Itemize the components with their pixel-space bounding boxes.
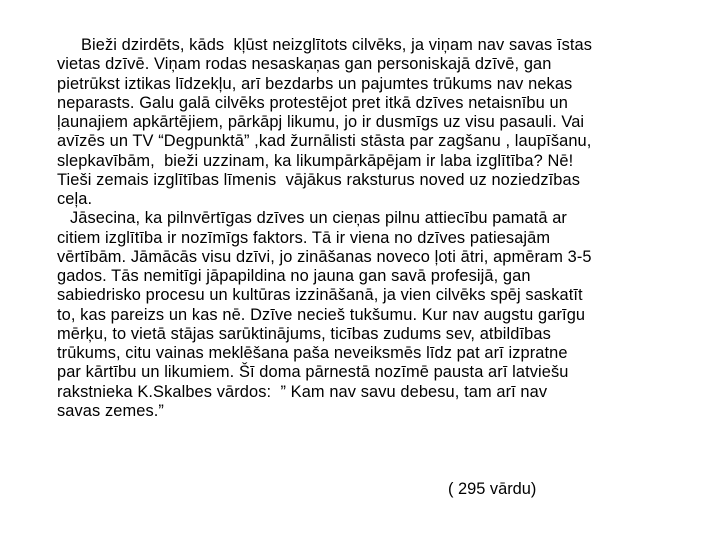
text-line: vietas dzīvē. Viņam rodas nesaskaņas gan personiskajā dzīvē, gan <box>57 55 552 74</box>
text-line: rakstnieka K.Skalbes vārdos: ” Kam nav savu debesu, tam arī nav <box>57 382 548 401</box>
text-line: Bieži dzirdēts, kāds kļūst neizglītots cilvēks, ja viņam nav savas īstas <box>81 36 593 54</box>
text-line: sabiedrisko procesu un kultūras izzināšanā, ja vien cilvēks spēj saskatīt <box>57 286 583 305</box>
text-line: gados. Tās nemitīgi jāpapildina no jauna gan savā profesijā, gan <box>57 267 531 285</box>
text-line: ļaunajiem apkārtējiem, pārkāpj likumu, jo ir dusmīgs uz visu pasauli. Vai <box>57 113 585 131</box>
text-line: par kārtību un likumiem. Šī doma pārnestā nozīmē pausta arī latviešu <box>57 363 569 382</box>
paragraph-2 <box>57 209 667 421</box>
paragraph-1 <box>57 36 667 209</box>
text-line: neparasts. Galu galā cilvēks protestējot pret itkā dzīves netaisnību un <box>57 93 568 112</box>
text-line: to, kas pareizs un kas nē. Dzīve necieš tukšumu. Kur nav augstu garīgu <box>57 305 586 324</box>
text-line: slepkavībām, bieži uzzinam, ka likumpārkāpējam ir laba izglītība? Nē! <box>57 151 574 170</box>
text-line: Tieši zemais izglītības līmenis vājākus raksturus noved uz noziedzības <box>57 170 581 189</box>
text-line: pietrūkst iztikas līdzekļu, arī bezdarbs un pajumtes trūkums nav nekas <box>57 74 573 93</box>
text-line: trūkums, citu vainas meklēšana paša neveiksmēs līdz pat arī izpratne <box>57 344 568 362</box>
word-count: ( 295 vārdu) <box>448 480 537 498</box>
text-line: savas zemes.” <box>57 401 164 420</box>
essay-text <box>57 36 667 421</box>
text-line: citiem izglītība ir nozīmīgs faktors. Tā ir viena no dzīves patiesajām <box>57 228 551 247</box>
text-line: mērķu, to vietā stājas sarūktinājums, ticības zudums sev, atbildības <box>57 324 551 343</box>
text-line: vērtībām. Jāmācās visu dzīvi, jo zināšanas noveco ļoti ātri, apmēram 3-5 <box>57 247 592 266</box>
text-line: Jāsecina, ka pilnvērtīgas dzīves un cieņas pilnu attiecību pamatā ar <box>70 209 567 228</box>
text-line: ceļa. <box>57 190 93 208</box>
text-line: avīzēs un TV “Degpunktā” ,kad žurnālisti stāsta par zagšanu , laupīšanu, <box>57 132 592 151</box>
